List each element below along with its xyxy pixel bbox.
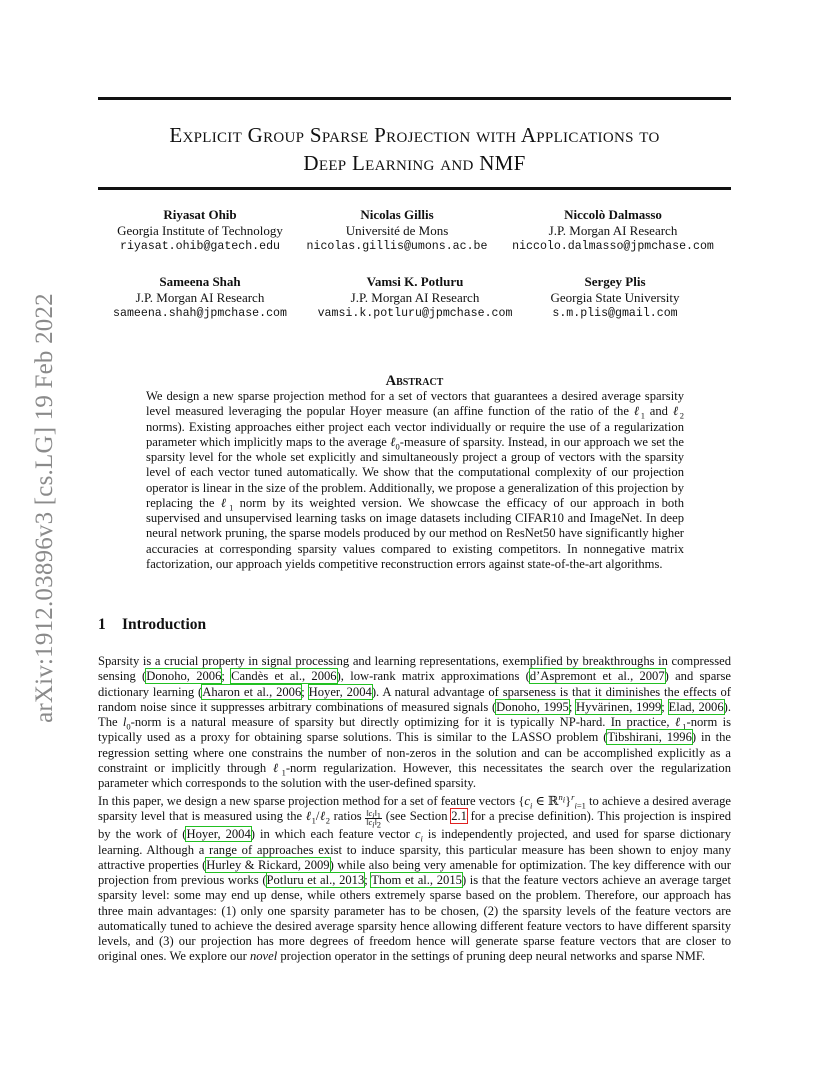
citation-link[interactable]: Tibshirani, 1996 [607,730,692,745]
title-line-1: Explicit Group Sparse Projection with Applications to [169,123,660,147]
author-email[interactable]: s.m.plis@gmail.com [552,307,678,320]
paper-title [98,121,731,177]
intro-paragraph-1: Sparsity is a crucial property in signal processing and learning representations, exemplified by breakthroughs in compressed sensing (Donoho, 2006; Candès et al., 2006), low-rank matrix approximations (d’Aspremont et al., 2007) and sparse dictionary learning (Aharon et al., 2006; Hoyer, 2004). A natural advantage of sparseness is that it diminishes the effects of random noise since it suppresses arbitrary combinations of measured signals (Donoho, 1995; Hyvärinen, 1999; Elad, 2006). The $l_0$-norm is a natural measure of sparsity but directly optimizing for it is typically NP-hard. In practice, ℓ$_1$-norm is typically used as a proxy for obtaining sparse solutions. This is similar to the LASSO problem (Tibshirani, 1996) in the regression setting where one constrains the number of non-zeros in the solution and can be accomplished explicitly as a constraint or implicitly through ℓ$_1$-norm regularization. However, this necessitates the search over the regularization parameter which corresponds to the solution with the user-defined sparsity. [98,654,732,790]
author-email[interactable]: nicolas.gillis@umons.ac.be [306,240,488,253]
title-rule-bottom [98,187,731,190]
author-affiliation: Georgia Institute of Technology [117,223,283,238]
author-affiliation: Georgia State University [550,290,680,305]
citation-link[interactable]: Donoho, 2006 [146,669,222,684]
title-line-2: Deep Learning and NMF [303,151,526,175]
author-block [85,207,315,255]
author-name: Nicolas Gillis [360,207,434,222]
author-affiliation: J.P. Morgan AI Research [135,290,265,305]
citation-link[interactable]: Donoho, 1995 [496,699,569,714]
intro-paragraph-2: In this paper, we design a new sparse projection method for a set of feature vectors {$c_i$ ∈ ℝ$^{n_i}$}$^r_{i=1}$ to achieve a desired average sparsity level that is measured using the ℓ$_1$/ℓ$_2$ ratios $\frac{‖c_i‖_1}{‖c_i‖_2}$ (see Section 2.1 for a precise definition). This projection is inspired by the work of (Hoyer, 2004) in which each feature vector $c_i$ is independently projected, and used for sparse dictionary learning. Although a range of approaches exist to induce sparsity, this particular measure has been shown to enjoy many attractive properties (Hurley & Rickard, 2009) while also being very amenable for optimization. The key difference with our projection from previous works (Potluru et al., 2013; Thom et al., 2015) is that the feature vectors achieve an average target sparsity level: some may end up dense, while others extremely sparse based on the problem. Therefore, our approach has three main advantages: (1) only one sparsity parameter has to be chosen, (2) the sparsity levels of the feature vectors are automatically tuned to achieve the desired average sparsity hence allowing different feature vectors to have different sparsity levels, and (3) our projection has more degrees of freedom hence will generate sparse feature vectors that are closer to original ones. We explore our novel projection operator in the settings of pruning deep neural networks and sparse NMF. [98,791,732,964]
author-affiliation: J.P. Morgan AI Research [548,223,678,238]
citation-link[interactable]: Potluru et al., 2013 [266,873,365,887]
arxiv-stamp: arXiv:1912.03896v3 [cs.LG] 19 Feb 2022 [31,293,58,723]
citation-link[interactable]: Hurley & Rickard, 2009 [206,857,330,872]
author-name: Niccolò Dalmasso [564,207,662,222]
author-email[interactable]: vamsi.k.potluru@jpmchase.com [317,307,513,320]
author-name: Riyasat Ohib [163,207,237,222]
author-block [85,274,315,322]
citation-link[interactable]: Thom et al., 2015 [371,873,462,887]
author-block [300,274,530,322]
title-rule-top [98,97,731,100]
section-heading: 1 Introduction [98,616,207,633]
ratio-fraction: $\frac{‖c_i‖_1}{‖c_i‖_2}$ [366,809,382,830]
citation-link[interactable]: d’Aspremont et al., 2007 [529,669,665,684]
abstract-heading: Abstract [385,373,444,389]
abstract-body: We design a new sparse projection method for a set of vectors that guarantees a desired average sparsity level measured leveraging the popular Hoyer measure (an affine function of the ratio of the ℓ$_1$ and ℓ$_2$ norms). Existing approaches either project each vector individually or require the use of a regularization parameter which implicitly maps to the average ℓ$_0$-measure of sparsity. Instead, in our approach we set the sparsity level for the whole set explicitly and simultaneously project a group of vectors with the sparsity level of each vector tuned automatically. We show that the computational complexity of our projection operator is linear in the size of the problem. Additionally, we propose a generalization of this projection by replacing the ℓ$_1$ norm by its weighted version. We showcase the efficacy of our approach in both supervised and unsupervised learning tasks on image datasets including CIFAR10 and ImageNet. In deep neural network pruning, the sparse models produced by our method on ResNet50 have significantly higher accuracies at corresponding sparsity values compared to existing competitors. In nonnegative matrix factorization, our approach yields competitive reconstruction errors against state-of-the-art algorithms. [146,389,685,571]
author-block [282,207,512,255]
author-affiliation: Université de Mons [345,223,449,238]
author-email[interactable]: sameena.shah@jpmchase.com [113,307,287,320]
citation-link[interactable]: Elad, 2006 [668,699,724,714]
citation-link[interactable]: Hyvärinen, 1999 [576,699,662,714]
author-affiliation: J.P. Morgan AI Research [350,290,480,305]
author-name: Sameena Shah [159,274,241,289]
citation-link[interactable]: Hoyer, 2004 [308,684,372,699]
citation-link[interactable]: Aharon et al., 2006 [202,684,302,699]
author-block [500,274,730,322]
citation-link[interactable]: Candès et al., 2006 [231,669,337,684]
author-name: Vamsi K. Potluru [366,274,464,289]
citation-link[interactable]: Hoyer, 2004 [186,827,251,842]
author-name: Sergey Plis [584,274,646,289]
author-email[interactable]: niccolo.dalmasso@jpmchase.com [512,240,714,253]
author-email[interactable]: riyasat.ohib@gatech.edu [119,240,281,253]
section-reference-link[interactable]: 2.1 [451,809,467,824]
author-block [498,207,728,255]
